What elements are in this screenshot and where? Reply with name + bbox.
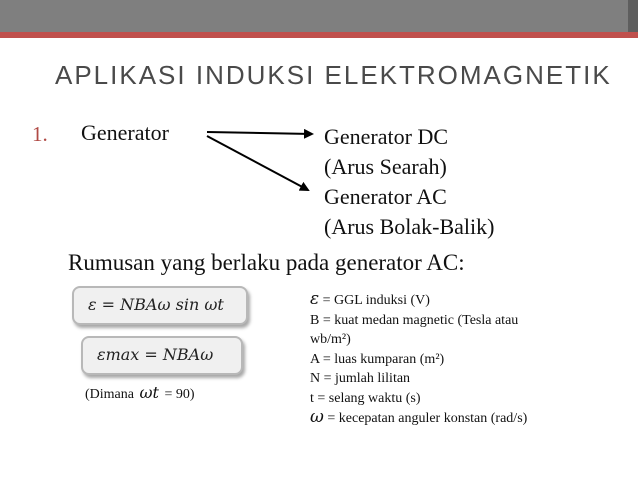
dimana-note bbox=[85, 383, 195, 403]
omega-symbol: ω bbox=[310, 407, 324, 427]
definition-omega bbox=[310, 408, 527, 429]
generator-type-line: Generator AC bbox=[324, 184, 447, 209]
formula-emf: ε = NBAω sin ωt bbox=[88, 295, 224, 314]
definition-epsilon bbox=[310, 290, 527, 311]
dimana-prefix: (Dimana bbox=[85, 387, 134, 402]
rumusan-heading: Rumusan yang berlaku pada generator AC: bbox=[68, 250, 465, 275]
definition-b: B = kuat medan magnetic (Tesla atau bbox=[310, 312, 519, 328]
generator-type-line: (Arus Bolak-Balik) bbox=[324, 214, 495, 239]
definitions-list bbox=[310, 290, 527, 429]
slide-title: APLIKASI INDUKSI ELEKTROMAGNETIK bbox=[55, 60, 612, 90]
definition-t: t = selang waktu (s) bbox=[310, 390, 421, 406]
definition-a: A = luas kumparan (m²) bbox=[310, 351, 445, 367]
omega-t-symbol: ωt bbox=[139, 383, 159, 402]
arrow-to-ac bbox=[207, 136, 308, 190]
arrow-to-dc bbox=[207, 132, 312, 134]
definition-n: N = jumlah lilitan bbox=[310, 371, 411, 386]
definition-text: = kecepatan anguler konstan (rad/s) bbox=[327, 411, 528, 426]
generator-types-list bbox=[324, 122, 494, 242]
dimana-suffix: = 90) bbox=[164, 387, 195, 402]
epsilon-symbol: ε bbox=[310, 289, 320, 309]
formula-emf-box bbox=[72, 286, 248, 325]
generator-type-line: Generator DC bbox=[324, 124, 449, 149]
formula-emf-max: εmax = NBAω bbox=[97, 345, 214, 364]
definition-b-cont: wb/m²) bbox=[310, 332, 351, 347]
bullet-generator: Generator bbox=[81, 120, 169, 145]
generator-type-line: (Arus Searah) bbox=[324, 154, 447, 179]
formula-emf-max-box bbox=[81, 336, 243, 375]
definition-text: = GGL induksi (V) bbox=[322, 293, 430, 308]
bullet-number: 1. bbox=[32, 122, 48, 146]
